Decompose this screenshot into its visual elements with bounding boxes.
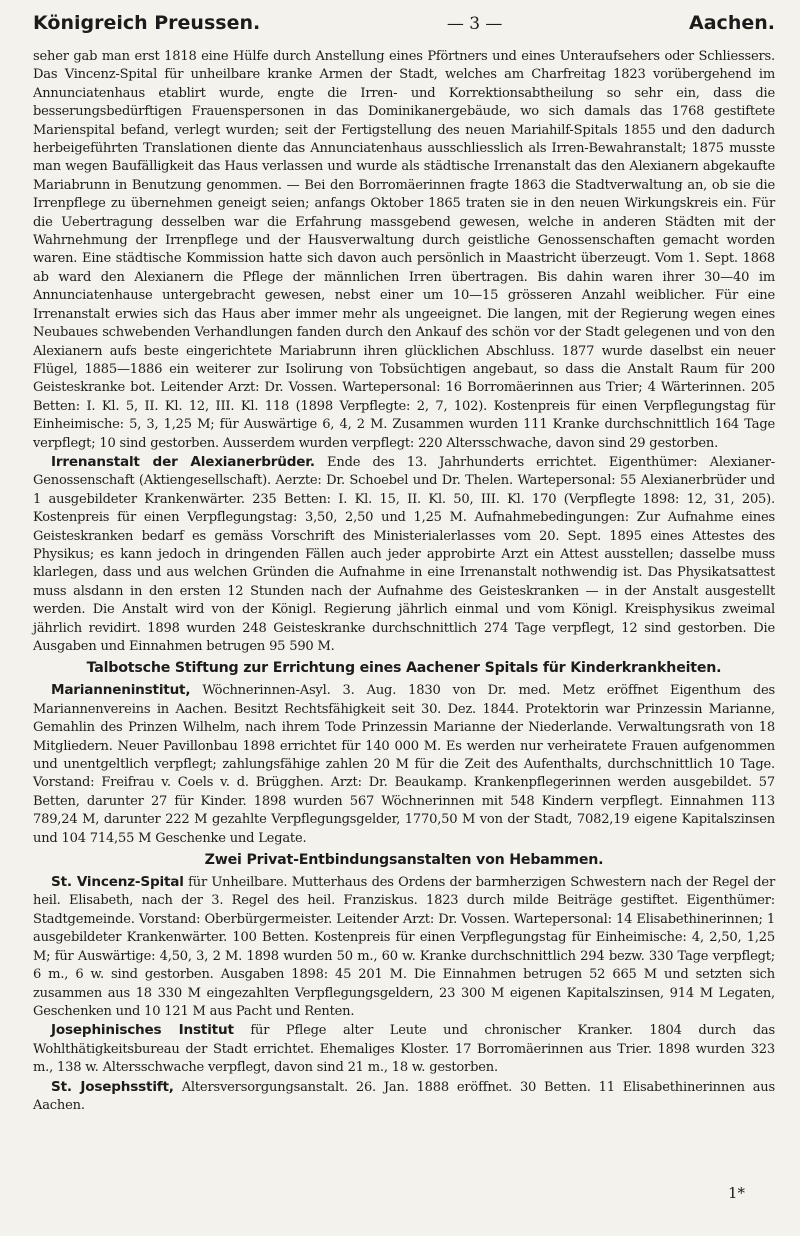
page-number: — 3 — bbox=[446, 14, 503, 34]
paragraph-alexianer bbox=[33, 453, 775, 656]
section-text-josephsstift: Altersversorgungsanstalt. 26. Jan. 1888 eröffnet. 30 Betten. 11 Elisabethinerinnen aus Aachen. bbox=[33, 1079, 775, 1113]
document-page bbox=[33, 12, 775, 1115]
header-state: Königreich Preussen. bbox=[33, 12, 261, 34]
section-heading-vincenz: St. Vincenz-Spital bbox=[51, 874, 184, 891]
section-heading-josephinisch: Josephinisches Institut bbox=[51, 1022, 234, 1039]
title-entbindungsanstalten: Zwei Privat-Entbindungsanstalten von Hebammen. bbox=[204, 852, 604, 869]
section-text-alexianer: Ende des 13. Jahrhunderts errichtet. Eigenthümer: Alexianer-Genossenschaft (Aktiengesellschaft). Aerzte: Dr. Schoebel und Dr. Thelen. Wartepersonal: 55 Alexianerbrüder und 1 ausgebildeter Krankenwärter. 235 Betten: I. Kl. 15, II. Kl. 50, III. Kl. 170 (Verpflegte 1898: 12, 31, 205). Kostenpreis für einen Verpflegungstag: 3,50, 2,50 und 1,25 M. Aufnahmebedingungen: Zur Aufnahme eines Geisteskranken bedarf es gemäss Vorschrift des Ministerialerlasses vom 20. Sept. 1895 eines Attestes des Physikus; es kann jedoch in dringenden Fällen auch jeder approbirte Arzt ein Attest ausstellen; dasselbe muss klarlegen, dass und aus welchen Gründen die Aufnahme in eine Irrenanstalt nothwendig ist. Das Physikatsattest muss alsdann in den ersten 12 Stunden nach der Aufnahme des Geisteskranken — in der Anstalt ausgestellt werden. Die Anstalt wird von der Königl. Regierung jährlich einmal und vom Königl. Kreisphysikus zweimal jährlich revidirt. 1898 wurden 248 Geisteskranke durchschnittlich 274 Tage verpflegt, 12 sind gestorben. Die Ausgaben und Einnahmen betrugen 95 590 M. bbox=[33, 454, 776, 654]
section-text-vincenz: für Unheilbare. Mutterhaus des Ordens der barmherzigen Schwestern nach der Regel der heil. Elisabeth, nach der 3. Regel des heil. Franziskus. 1823 durch milde Beiträge gestiftet. Eigenthümer: Stadtgemeinde. Vorstand: Oberbürgermeister. Leitender Arzt: Dr. Vossen. Wartepersonal: 14 Elisabethinerinnen; 1 ausgebildeter Krankenwärter. 100 Betten. Kostenpreis für einen Verpflegungstag für Einheimische: 4, 2,50, 1,25 M; für Auswärtige: 4,50, 3, 2 M. 1898 wurden 50 m., 60 w. Kranke durchschnittlich 294 bezw. 330 Tage verpflegt; 6 m., 6 w. sind gestorben. Ausgaben 1898: 45 201 M. Die Einnahmen betrugen 52 665 M und setzten sich zusammen aus 18 330 M eingezahlten Verpflegungsgeldern, 23 300 M eigenen Kapitalszinsen, 914 M Legaten, Geschenken und 10 121 M aus Pacht und Renten. bbox=[33, 875, 775, 1019]
paragraph-irrenanstalt-history: seher gab man erst 1818 eine Hülfe durch Anstellung eines Pförtners und eines Unteraufsehers oder Schliessers. Das Vincenz-Spital für unheilbare kranke Armen der Stadt, welches am Charfreitag 1823 vorübergehend im Annunciatenhaus etablirt wurde, engte die Irren- und Korrektionsabtheilung so sehr ein, dass die besserungsbedürftigen Frauenspersonen in das Dominikanergebäude, wo sich damals das 1768 gestiftete Marienspital befand, verlegt wurden; seit der Fertigstellung des neuen Mariahilf-Spitals 1855 und den dadurch herbeigeführten Translationen diente das Annunciatenhaus ausschliesslich als Irren-Bewahranstalt; 1875 musste man wegen Baufälligkeit das Haus verlassen und wurde als städtische Irrenanstalt das den Alexianern abgekaufte Mariabrunn in Benutzung genommen. — Bei den Borromäerinnen fragte 1863 die Stadtverwaltung an, ob sie die Irrenpflege zu übernehmen geneigt seien; anfangs Oktober 1865 traten sie in den neuen Wirkungskreis ein. Für die Uebertragung desselben war die Erfahrung massgebend gewesen, welche in anderen Städten mit der Wahrnehmung der Irrenpflege und der Hausverwaltung durch geistliche Genossenschaften gemacht worden waren. Eine städtische Kommission hatte sich davon auch persönlich in Maastricht überzeugt. Vom 1. Sept. 1868 ab ward den Alexianern die Pflege der männlichen Irren übertragen. Bis dahin waren ihrer 30—40 im Annunciatenhause untergebracht gewesen, nebst einer um 10—15 grösseren Anzahl weiblicher. Für eine Irrenanstalt erwies sich das Haus aber immer mehr als ungeeignet. Die langen, mit der Regierung wegen eines Neubaues schwebenden Verhandlungen fanden durch den Ankauf des schön vor der Stadt gelegenen und von den Alexianern aufs beste eingerichtete Mariabrunn ihren glücklichen Abschluss. 1877 wurde daselbst ein neuer Flügel, 1885—1886 ein weiterer zur Isolirung von Tobsüchtigen angebaut, so dass die Anstalt Raum für 200 Geisteskranke bot. Leitender Arzt: Dr. Vossen. Wartepersonal: 16 Borromäerinnen aus Trier; 4 Wärterinnen. 205 Betten: I. Kl. 5, II. Kl. 12, III. Kl. 118 (1898 Verpflegte: 2, 7, 102). Kostenpreis für einen Verpflegungstag für Einheimische: 5, 3, 1,25 M; für Auswärtige 6, 4, 2 M. Zusammen wurden 111 Kranke durchschnittlich 164 Tage verpflegt; 10 sind gestorben. Ausserdem wurden verpflegt: 220 Altersschwache, davon sind 29 gestorben. bbox=[33, 49, 775, 451]
section-heading-alexianer: Irrenanstalt der Alexianerbrüder. bbox=[51, 453, 315, 470]
paragraph-josephsstift bbox=[33, 1078, 775, 1116]
signature-mark: 1* bbox=[728, 1184, 746, 1202]
page-header bbox=[33, 12, 775, 48]
section-heading-mariannen: Marianneninstitut, bbox=[51, 682, 191, 699]
title-talbot-stiftung: Talbotsche Stiftung zur Errichtung eines Aachener Spitals für Kinderkrankheiten. bbox=[86, 660, 722, 677]
section-text-josephinisch: für Pflege alter Leute und chronischer Kranker. 1804 durch das Wohlthätigkeitsbureau der Stadt errichtet. Ehemaliges Kloster. 17 Borromäerinnen aus Trier. 1898 wurden 323 m., 138 w. Altersschwache verpflegt, davon sind 21 m., 18 w. gestorben. bbox=[33, 1023, 775, 1076]
paragraph-vincenz bbox=[33, 873, 775, 1021]
section-heading-josephsstift: St. Josephsstift, bbox=[51, 1078, 174, 1095]
header-city: Aachen. bbox=[689, 12, 775, 34]
body-text bbox=[33, 48, 775, 1115]
paragraph-mariannen bbox=[33, 681, 775, 848]
paragraph-josephinisch bbox=[33, 1021, 775, 1077]
section-text-mariannen: Wöchnerinnen-Asyl. 3. Aug. 1830 von Dr. med. Metz eröffnet Eigenthum des Mariannenvereins in Aachen. Besitzt Rechtsfähigkeit seit 30. Dez. 1844. Protektorin war Prinzessin Marianne, Gemahlin des Prinzen Wilhelm, nach ihrem Tode Prinzessin Marianne der Niederlande. Verwaltungsrath von 18 Mitgliedern. Neuer Pavillonbau 1898 errichtet für 140 000 M. Es werden nur verheiratete Frauen aufgenommen und unentgeltlich verpflegt; zahlungsfähige zahlen 20 M für die Zeit des Aufenthalts, durchschnittlich 10 Tage. Vorstand: Freifrau v. Coels v. d. Brügghen. Arzt: Dr. Beaukamp. Krankenpflegerinnen werden ausgebildet. 57 Betten, darunter 27 für Kinder. 1898 wurden 567 Wöchnerinnen mit 548 Kindern verpflegt. Einnahmen 113 789,24 M, darunter 222 M gezahlte Verpflegungsgelder, 1770,50 M von der Stadt, 7082,19 eigene Kapitalszinsen und 104 714,55 M Geschenke und Legate. bbox=[33, 683, 775, 846]
